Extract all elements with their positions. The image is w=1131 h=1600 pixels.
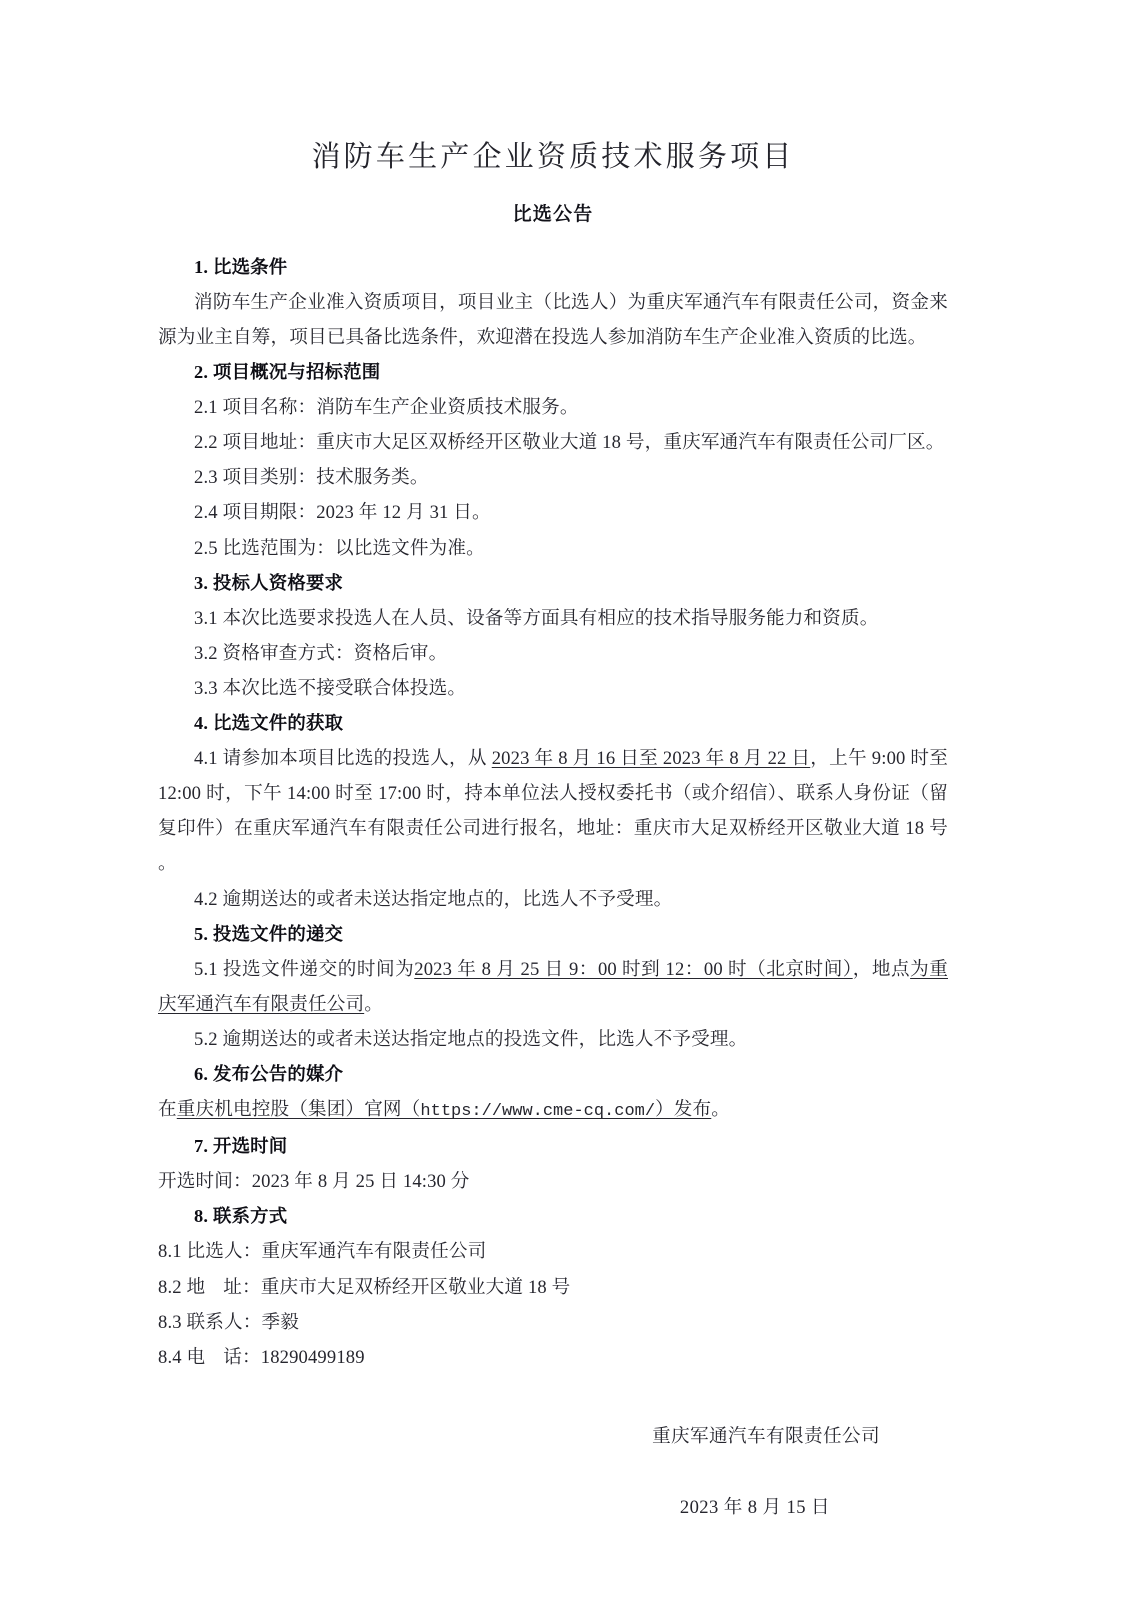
item-5-1-suffix: 。 bbox=[364, 993, 383, 1015]
item-5-1 bbox=[158, 952, 948, 1022]
contact-address-value: 重庆市大足双桥经开区敬业大道 18 号 bbox=[260, 1276, 571, 1298]
item-4-1 bbox=[158, 741, 948, 881]
item-5-1-prefix: 5.1 投选文件递交的时间为 bbox=[194, 958, 415, 980]
signature-company: 重庆军通汽车有限责任公司 bbox=[652, 1425, 880, 1447]
item-2-5: 2.5 比选范围为：以比选文件为准。 bbox=[194, 537, 485, 559]
contact-person-label: 8.3 联系人： bbox=[158, 1311, 262, 1333]
item-3-1: 3.1 本次比选要求投选人在人员、设备等方面具有相应的技术指导服务能力和资质。 bbox=[194, 607, 879, 629]
item-3-3: 3.3 本次比选不接受联合体投选。 bbox=[194, 677, 467, 699]
item-4-1-prefix: 4.1 请参加本项目比选的投选人，从 bbox=[194, 748, 492, 770]
item-6-1-suffix: 。 bbox=[711, 1099, 731, 1121]
section-heading-6: 6. 发布公告的媒介 bbox=[194, 1063, 344, 1084]
contact-phone-label-b: 话： bbox=[223, 1346, 261, 1368]
section-heading-7: 7. 开选时间 bbox=[194, 1136, 288, 1157]
contact-bidder bbox=[158, 1234, 948, 1269]
opening-time-line: 开选时间：2023 年 8 月 25 日 14:30 分 bbox=[158, 1171, 470, 1193]
section-heading-2: 2. 项目概况与招标范围 bbox=[194, 362, 381, 383]
item-6-1 bbox=[158, 1092, 948, 1129]
section-heading-4: 4. 比选文件的获取 bbox=[194, 713, 344, 734]
section-heading-8: 8. 联系方式 bbox=[194, 1206, 288, 1227]
contact-bidder-value: 重庆军通汽车有限责任公司 bbox=[261, 1241, 487, 1263]
contact-phone-label-a: 8.4 电 bbox=[158, 1346, 206, 1368]
item-5-2: 5.2 逾期送达的或者未送达指定地点的投选文件，比选人不予受理。 bbox=[194, 1028, 748, 1050]
item-5-1-submission-time: 2023 年 8 月 25 日 9：00 时到 12：00 时（北京时间） bbox=[414, 958, 853, 980]
contact-address-label-a: 8.2 地 bbox=[158, 1276, 206, 1298]
item-4-1-suffix: ，上午 9:00 时至 12:00 时，下午 14:00 时至 17:00 时，持本单位法人授权委托书（或介绍信）、联系人身份证（留复印件）在重庆军通汽车有限责任公司进行报名，地址：重庆市大足双桥经开区敬业大道 18 号 。 bbox=[158, 748, 948, 875]
section-heading-1: 1. 比选条件 bbox=[194, 256, 288, 277]
item-2-3: 2.3 项目类别：技术服务类。 bbox=[194, 467, 429, 489]
page-subtitle: 比选公告 bbox=[512, 204, 594, 226]
signature-block bbox=[158, 1375, 948, 1525]
document-body bbox=[158, 228, 948, 1375]
contact-person-value: 季毅 bbox=[261, 1311, 299, 1333]
contact-phone bbox=[158, 1340, 948, 1375]
contact-address-label-b: 址： bbox=[223, 1276, 261, 1298]
item-6-1-media-name: 重庆机电控股（集团）官网（ bbox=[176, 1099, 421, 1121]
section-1-paragraph: 消防车生产企业准入资质项目，项目业主（比选人）为重庆军通汽车有限责任公司，资金来源为业主自筹，项目已具备比选条件，欢迎潜在投选人参加消防车生产企业准入资质的比选。 bbox=[158, 291, 948, 349]
item-5-1-middle: ，地点 bbox=[852, 958, 911, 980]
section-heading-5: 5. 投选文件的递交 bbox=[194, 923, 344, 944]
item-2-2: 2.2 项目地址：重庆市大足区双桥经开区敬业大道 18 号，重庆军通汽车有限责任公司厂区。 bbox=[194, 432, 945, 454]
signature-date: 2023 年 8 月 15 日 bbox=[679, 1496, 830, 1518]
contact-bidder-label: 8.1 比选人： bbox=[158, 1241, 262, 1263]
item-2-1: 2.1 项目名称：消防车生产企业资质技术服务。 bbox=[194, 397, 579, 419]
document-content bbox=[158, 0, 948, 1525]
announcement-url[interactable]: https://www.cme-cq.com/ bbox=[420, 1102, 656, 1122]
contact-phone-value: 18290499189 bbox=[260, 1346, 365, 1368]
contact-address bbox=[158, 1270, 948, 1305]
item-3-2: 3.2 资格审查方式：资格后审。 bbox=[194, 642, 448, 664]
contact-person bbox=[158, 1305, 948, 1340]
page-title: 消防车生产企业资质技术服务项目 bbox=[311, 141, 795, 173]
item-2-4: 2.4 项目期限：2023 年 12 月 31 日。 bbox=[194, 502, 491, 524]
item-4-1-date-range: 2023 年 8 月 16 日至 2023 年 8 月 22 日 bbox=[491, 748, 811, 770]
item-4-2: 4.2 逾期送达的或者未送达指定地点的，比选人不予受理。 bbox=[194, 888, 673, 910]
section-heading-3: 3. 投标人资格要求 bbox=[194, 572, 344, 593]
item-6-1-prefix: 在 bbox=[158, 1099, 177, 1121]
item-5-1-submission-place: 为重庆军通汽车有限责任公司 bbox=[158, 958, 948, 1015]
item-6-1-tail: ）发布 bbox=[655, 1099, 712, 1121]
